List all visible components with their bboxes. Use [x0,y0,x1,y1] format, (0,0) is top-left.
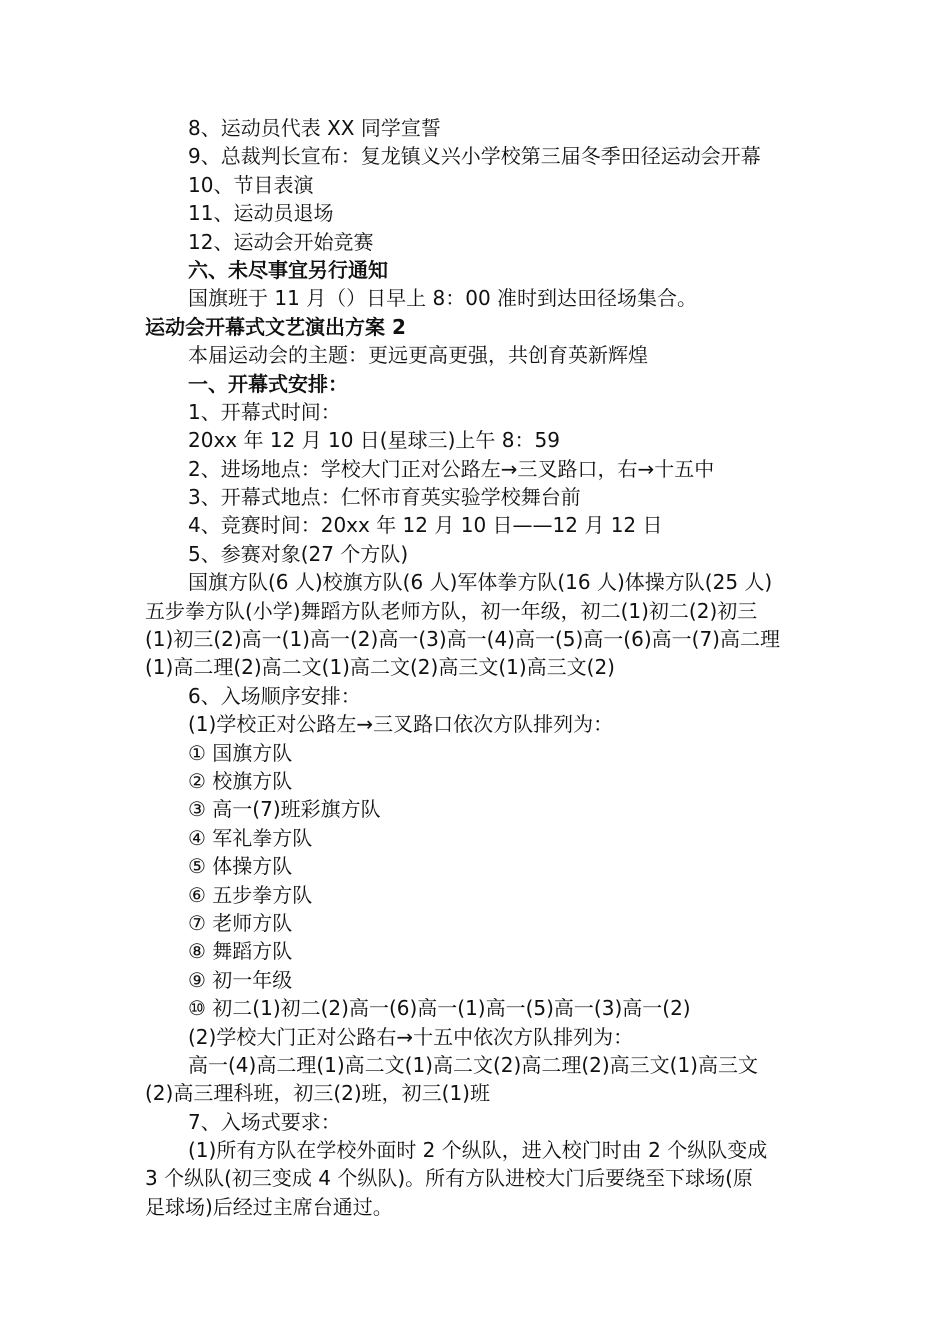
entry-order-right-label: (2)学校大门正对公路右→十五中依次方队排列为： [188,1024,634,1049]
order-item-10: ⑩ 初二(1)初二(2)高一(6)高一(1)高一(5)高一(3)高一(2) [188,996,691,1021]
participants-line-2: 五步拳方队(小学)舞蹈方队老师方队，初一年级，初二(1)初二(2)初三 [145,598,758,623]
order-item-7: ⑦ 老师方队 [188,910,293,935]
section-heading-1: 一、开幕式安排： [188,371,348,396]
order-item-6: ⑥ 五步拳方队 [188,882,313,907]
requirements-line-1: (1)所有方队在学校外面时 2 个纵队，进入校门时由 2 个纵队变成 [188,1138,768,1163]
order-item-4: ④ 军礼拳方队 [188,825,313,850]
requirements-line-2: 3 个纵队(初三变成 4 个纵队)。所有方队进校大门后要绕至下球场(原 [145,1166,753,1191]
list-item-10: 10、节目表演 [188,172,314,197]
entry-order-right-line-1: 高一(4)高二理(1)高二文(1)高二文(2)高二理(2)高三文(1)高三文 [188,1052,758,1077]
order-item-9: ⑨ 初一年级 [188,967,293,992]
list-item-9: 9、总裁判长宣布：复龙镇义兴小学校第三届冬季田径运动会开幕 [188,144,761,169]
competition-time: 4、竞赛时间：20xx 年 12 月 10 日——12 月 12 日 [188,513,663,538]
document-title: 运动会开幕式文艺演出方案 2 [145,314,406,339]
participants-line-3: (1)初三(2)高一(1)高一(2)高一(3)高一(4)高一(5)高一(6)高一(7)高二理 [145,627,780,652]
entry-location: 2、进场地点：学校大门正对公路左→三叉路口，右→十五中 [188,456,715,481]
entry-order-right-line-2: (2)高三理科班，初三(2)班，初三(1)班 [145,1081,490,1106]
participants-line-4: (1)高二理(2)高二文(1)高二文(2)高三文(1)高三文(2) [145,655,615,680]
opening-time-label: 1、开幕式时间： [188,399,341,424]
entry-requirements-label: 7、入场式要求： [188,1109,341,1134]
opening-location: 3、开幕式地点：仁怀市育英实验学校舞台前 [188,485,581,510]
order-item-8: ⑧ 舞蹈方队 [188,939,293,964]
theme-paragraph: 本届运动会的主题：更远更高更强，共创育英新辉煌 [188,343,648,368]
order-item-1: ① 国旗方队 [188,740,293,765]
flag-team-notice: 国旗班于 11 月（）日早上 8：00 准时到达田径场集合。 [188,286,698,311]
entry-order-label: 6、入场顺序安排： [188,683,361,708]
requirements-line-3: 足球场)后经过主席台通过。 [145,1194,393,1219]
list-item-8: 8、运动员代表 XX 同学宣誓 [188,116,441,140]
order-item-3: ③ 高一(7)班彩旗方队 [188,797,381,822]
list-item-12: 12、运动会开始竞赛 [188,229,374,254]
section-heading-6: 六、未尽事宜另行通知 [188,257,388,282]
opening-time-value: 20xx 年 12 月 10 日(星球三)上午 8：59 [188,428,560,453]
participants-label: 5、参赛对象(27 个方队) [188,541,409,566]
document-body [145,114,810,1221]
entry-order-left-label: (1)学校正对公路左→三叉路口依次方队排列为： [188,712,614,737]
participants-line-1: 国旗方队(6 人)校旗方队(6 人)军体拳方队(16 人)体操方队(25 人) [188,570,773,595]
order-item-2: ② 校旗方队 [188,768,293,793]
list-item-11: 11、运动员退场 [188,201,334,226]
order-item-5: ⑤ 体操方队 [188,854,293,879]
